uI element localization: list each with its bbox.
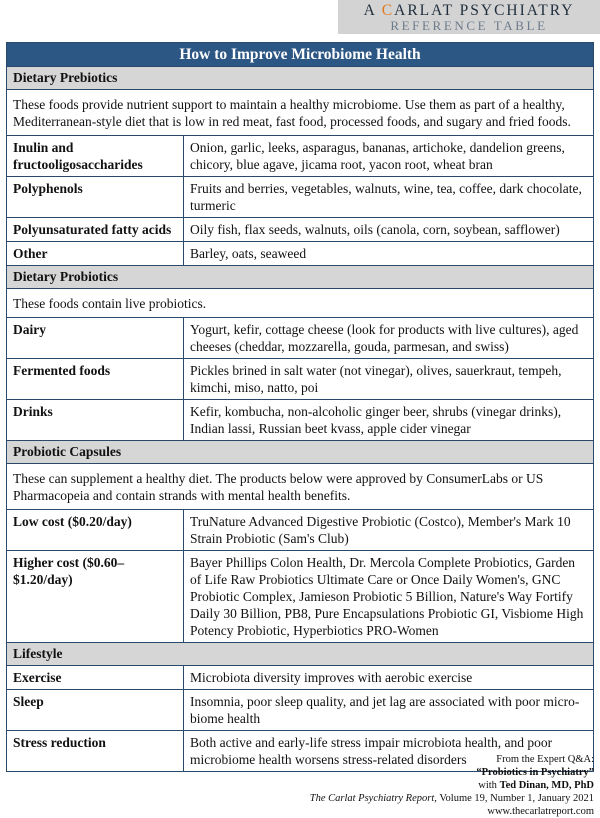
row-value: Yogurt, kefir, cottage cheese (look for products with live cultures), aged cheeses (cheddar, mozzarella, gouda, parmesan, and swiss) xyxy=(190,322,579,354)
table-row xyxy=(7,317,593,358)
section-description: These foods contain live probiotics. xyxy=(7,288,593,317)
row-value: Barley, oats, seaweed xyxy=(190,246,307,261)
row-label: Dairy xyxy=(7,318,184,358)
row-value: Insomnia, poor sleep quality, and jet lag are associated with poor microbiome health xyxy=(190,694,580,726)
row-label: Inulin and fructooligosaccharides xyxy=(7,136,184,176)
table-row xyxy=(7,509,593,550)
table-row xyxy=(7,135,593,176)
row-value: Onion, garlic, leeks, asparagus, bananas, artichoke, dandelion greens, chicory, blue agave, jicama root, yacon root, wheat bran xyxy=(190,140,565,172)
table-row xyxy=(7,399,593,440)
row-label: Exercise xyxy=(7,666,184,689)
row-value: Pickles brined in salt water (not vinegar), olives, sauerkraut, tempeh, kimchi, miso, natto, poi xyxy=(190,363,562,395)
credit-journal: The Carlat Psychiatry Report xyxy=(309,793,435,804)
reference-table xyxy=(6,42,594,772)
row-label: Fermented foods xyxy=(7,359,184,399)
table-row xyxy=(7,665,593,689)
credit-source: From the Expert Q&A: xyxy=(496,754,594,765)
row-value: Fruits and berries, vegetables, walnuts, wine, tea, coffee, dark chocolate, turmeric xyxy=(190,181,582,213)
section-heading: Dietary Probiotics xyxy=(7,265,593,288)
row-value: Kefir, kombucha, non-alcoholic ginger beer, shrubs (vinegar drinks), Indian lassi, Russian beet kvass, apple cider vinegar xyxy=(190,404,562,436)
section-heading: Dietary Prebiotics xyxy=(7,66,593,89)
section-heading: Probiotic Capsules xyxy=(7,440,593,463)
row-label: Stress reduction xyxy=(7,731,184,771)
section-heading: Lifestyle xyxy=(7,642,593,665)
table-row xyxy=(7,176,593,217)
section-description: These foods provide nutrient support to maintain a healthy microbiome. Use them as part of a healthy, Mediterranean-style diet that is low in red meat, fast food, processed foods, and sugary and fried foods. xyxy=(7,89,593,135)
row-label: Drinks xyxy=(7,400,184,440)
credit-author: Ted Dinan, MD, PhD xyxy=(499,780,594,791)
credit-citation: The Carlat Psychiatry Report, Volume 19, Number 1, January 2021 xyxy=(309,793,594,804)
row-label: Sleep xyxy=(7,690,184,730)
table-body xyxy=(7,66,593,771)
brand-badge xyxy=(338,0,600,34)
table-title: How to Improve Microbiome Health xyxy=(7,43,593,66)
row-label: Higher cost ($0.60–$1.20/day) xyxy=(7,551,184,642)
table-row xyxy=(7,358,593,399)
row-label: Polyunsaturated fatty acids xyxy=(7,218,184,241)
row-value: Bayer Phillips Colon Health, Dr. Mercola Complete Probiotics, Garden of Life Raw Probiotics Ultimate Care or Once Daily Women's, GNC Probiotic Complex, Jamieson Probiotic 5 Billion, Nature's Way Fortify Daily 30 Billion, PB8, Pure Encapsulations Probiotic GI, Visbiome High Potency Probiotic, Hyperbiotics PRO-Women xyxy=(190,555,584,638)
row-label: Low cost ($0.20/day) xyxy=(7,510,184,550)
table-row xyxy=(7,550,593,642)
credit-article-title: “Probiotics in Psychiatry” xyxy=(476,767,594,778)
table-row xyxy=(7,217,593,241)
row-label: Polyphenols xyxy=(7,177,184,217)
credit-author-line: with Ted Dinan, MD, PhD xyxy=(478,780,594,791)
row-value: TruNature Advanced Digestive Probiotic (Costco), Member's Mark 10 Strain Probiotic (Sam's Club) xyxy=(190,514,571,546)
brand-name: A CARLAT PSYCHIATRY xyxy=(363,2,575,19)
row-label: Other xyxy=(7,242,184,265)
table-row xyxy=(7,241,593,265)
row-value: Oily fish, flax seeds, walnuts, oils (canola, corn, soybean, safflower) xyxy=(190,222,560,237)
table-row xyxy=(7,689,593,730)
brand-subtitle: REFERENCE TABLE xyxy=(390,18,548,33)
section-description: These can supplement a healthy diet. The products below were approved by ConsumerLabs or US Pharmacopeia and contain strands with mental health benefits. xyxy=(7,463,593,509)
row-value: Microbiota diversity improves with aerobic exercise xyxy=(190,670,473,685)
credit-block xyxy=(310,753,594,818)
brand-c-letter: C xyxy=(381,2,395,19)
row-value: Both active and early-life stress impair microbiota health, and poor microbiome health worsens stress-related disorders xyxy=(190,735,553,767)
credit-url: www.thecarlatreport.com xyxy=(487,806,594,817)
